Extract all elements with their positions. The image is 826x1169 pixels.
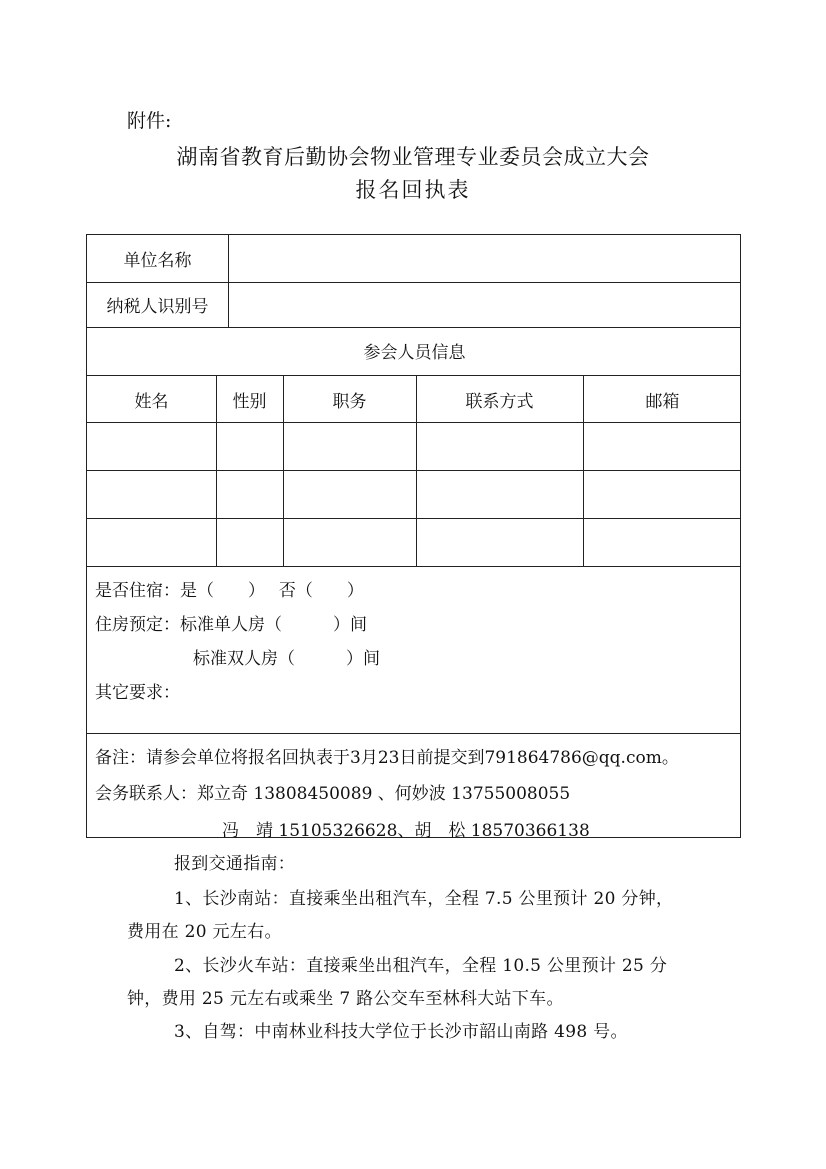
contact-persons-line1: 会务联系人：郑立奇 13808450089 、何妙波 13755008055	[95, 784, 571, 804]
guide-item-1-cont: 费用在 20 元左右。	[127, 922, 282, 942]
guide-heading: 报到交通指南：	[174, 854, 296, 874]
guide-item-2: 2、长沙火车站：直接乘坐出租汽车，全程 10.5 公里预计 25 分	[174, 956, 668, 976]
guide-item-2-cont: 钟，费用 25 元左右或乘坐 7 路公交车至林科大站下车。	[127, 989, 564, 1009]
other-requirements-label: 其它要求：	[95, 683, 180, 703]
tax-id-field[interactable]	[229, 287, 741, 323]
contact-persons-line2: 冯 靖 15105326628、胡 松 18570366138	[222, 821, 590, 841]
lodging-choice: 是否住宿：是（ ） 否（ ）	[95, 581, 364, 601]
tax-id-label: 纳税人识别号	[106, 297, 209, 317]
document-subtitle: 报名回执表	[355, 178, 471, 202]
row-divider	[87, 733, 740, 734]
attachment-label: 附件:	[127, 110, 172, 132]
room-booking-double: 标准双人房（ ）间	[193, 649, 380, 669]
attendee-section-title: 参会人员信息	[363, 343, 466, 363]
row-divider	[87, 566, 740, 567]
col-header-email: 邮箱	[645, 392, 680, 412]
row-divider	[87, 327, 740, 328]
unit-name-label: 单位名称	[123, 251, 192, 271]
col-header-contact: 联系方式	[465, 392, 534, 412]
col-header-gender: 性别	[232, 392, 267, 412]
col-header-position: 职务	[332, 392, 367, 412]
room-booking-single: 住房预定：标准单人房（ ）间	[95, 615, 367, 635]
row-divider	[87, 518, 740, 519]
row-divider	[87, 375, 740, 376]
submission-note: 备注：请参会单位将报名回执表于3月23日前提交到791864786@qq.com。	[95, 748, 679, 768]
row-divider	[87, 282, 740, 283]
row-divider	[87, 422, 740, 423]
guide-item-3: 3、自驾：中南林业科技大学位于长沙市韶山南路 498 号。	[174, 1022, 628, 1042]
document-title: 湖南省教育后勤协会物业管理专业委员会成立大会	[176, 145, 650, 169]
registration-form-table	[86, 234, 741, 841]
unit-name-field[interactable]	[229, 241, 741, 277]
col-header-name: 姓名	[134, 392, 169, 412]
guide-item-1: 1、长沙南站：直接乘坐出租汽车，全程 7.5 公里预计 20 分钟，	[174, 889, 674, 909]
row-divider	[87, 470, 740, 471]
